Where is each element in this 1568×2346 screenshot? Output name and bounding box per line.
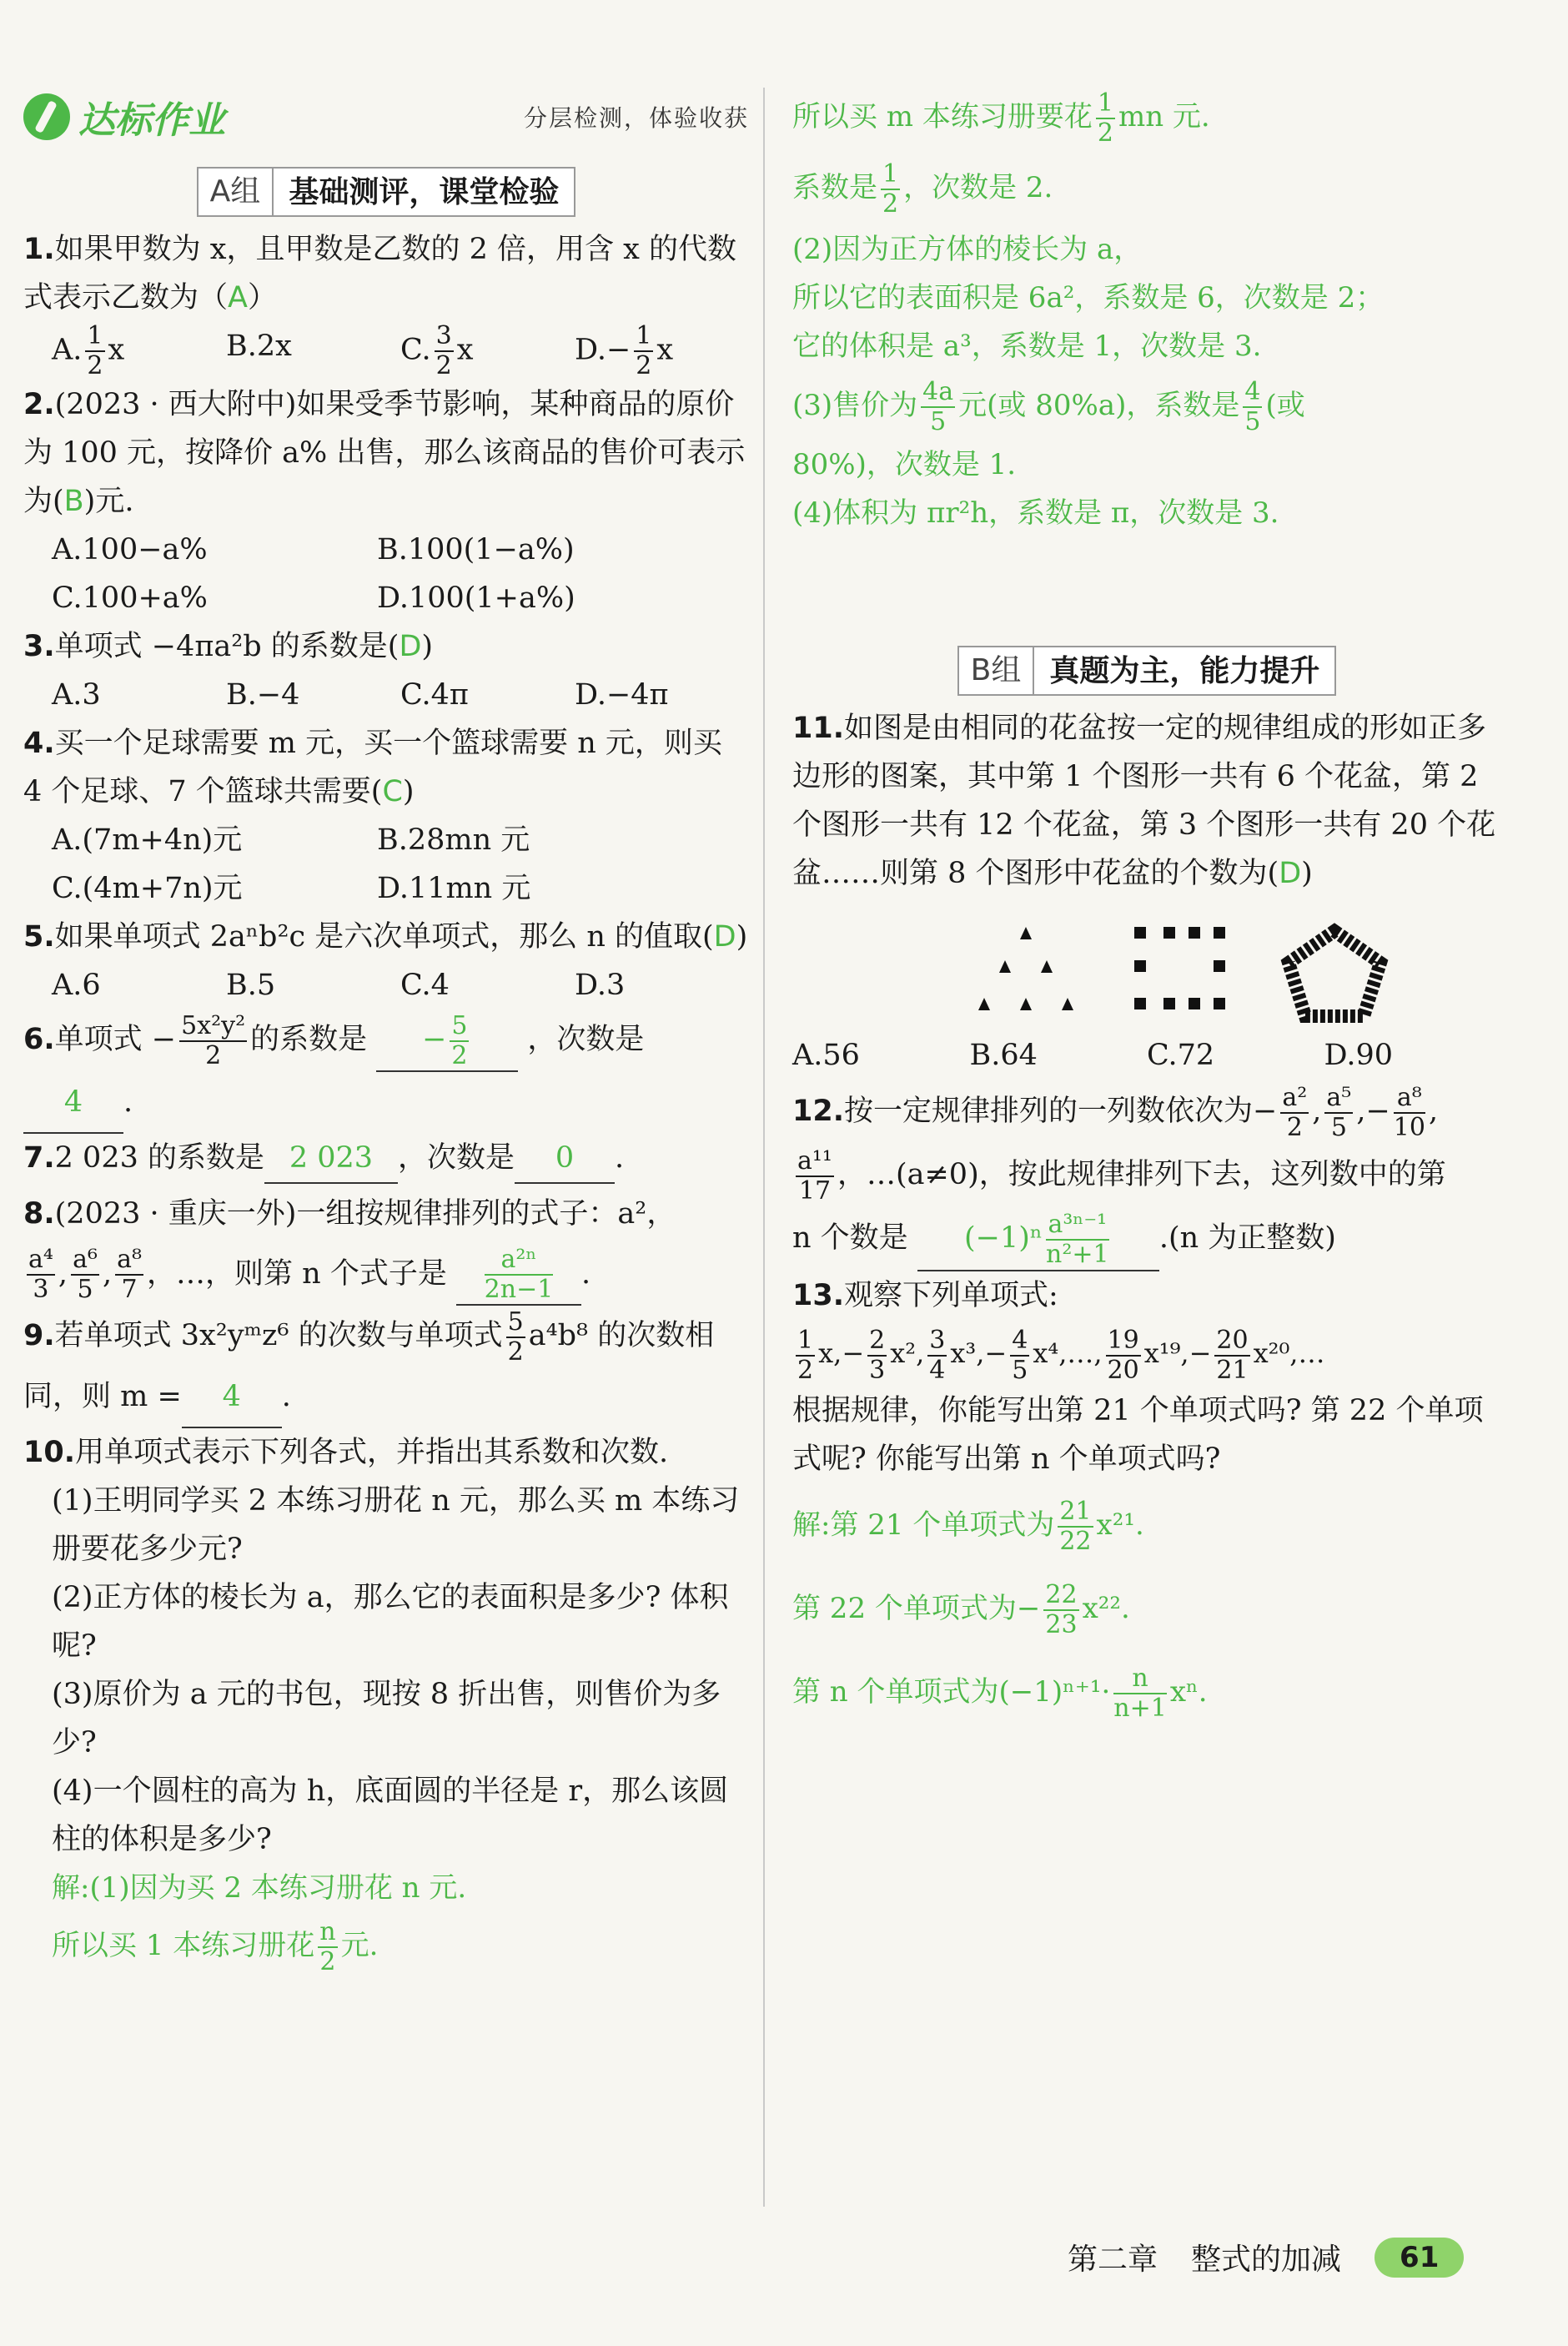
question-13-prompt: 根据规律，你能写出第 21 个单项式吗? 第 22 个单项式呢? 你能写出第 n 个单项式吗? bbox=[792, 1394, 1484, 1476]
pentagon-pattern bbox=[1280, 923, 1389, 1023]
question-9: 9.若单项式 3x²yᵐz⁶ 的次数与单项式 $\frac{5}{2}$ a⁴b⁸ 的次数相同，则 m = 4 . bbox=[23, 1306, 749, 1428]
question-10-part-2: (2)正方体的棱长为 a，那么它的表面积是多少? 体积呢? bbox=[52, 1580, 729, 1663]
options: A.3 B.−4 C.4π D.−4π bbox=[52, 678, 669, 712]
question-13: 13.观察下列单项式: bbox=[792, 1279, 1058, 1312]
left-column bbox=[23, 83, 749, 1979]
question-11: 11.如图是由相同的花盆按一定的规律组成的形如正多边形的图案，其中第 1 个图形一共有 6 个花盆，第 2 个图形一共有 12 个花盆，第 3 个图形一共有 20 个花盆……则第 8 个图形中花盆的个数为(D) bbox=[792, 712, 1496, 890]
chapter-label: 第二章 bbox=[1068, 2243, 1158, 2277]
solution-line: (3)售价为 $\frac{4a}{5}$ 元(或 80%a)，系数是 $\frac{4}{5}$ (或 bbox=[792, 377, 1305, 436]
question-7: 7.2 023 的系数是 2 023 ，次数是 0 . bbox=[23, 1134, 749, 1184]
group-title: 基础测评，课堂检验 bbox=[289, 174, 560, 209]
question-10-part-4: (4)一个圆柱的高为 h，底面圆的半径是 r，那么该圆柱的体积是多少? bbox=[52, 1774, 729, 1856]
question-1: 1.如果甲数为 x，且甲数是乙数的 2 倍，用含 x 的代数式表示乙数为（A） bbox=[23, 233, 737, 315]
chapter-title: 整式的加减 bbox=[1191, 2243, 1342, 2277]
solution-line: 系数是 $\frac{1}{2}$ ，次数是 2. bbox=[792, 159, 1053, 219]
solution-line: 80%)，次数是 1. bbox=[792, 448, 1017, 481]
solution-line: 第 22 个单项式为− $\frac{22}{23}$ x²². bbox=[792, 1580, 1130, 1639]
options: A. $\frac{1}{2}$ x B.2x C. $\frac{3}{2}$ x D.− $\frac{1}{2}$ x bbox=[52, 321, 674, 380]
logo-text: 达标作业 bbox=[78, 99, 225, 142]
question-10: 10.用单项式表示下列各式，并指出其系数和次数. bbox=[23, 1435, 669, 1469]
answer-blank: 4 bbox=[23, 1072, 123, 1134]
flowerpot-figure bbox=[792, 923, 1501, 1023]
answer: D bbox=[1279, 857, 1302, 890]
question-5: 5.如果单项式 2aⁿb²c 是六次单项式，那么 n 的值取(D) bbox=[23, 920, 748, 954]
answer: D bbox=[399, 630, 422, 663]
options: A.6 B.5 C.4 D.3 bbox=[52, 969, 626, 1002]
question-10-part-3: (3)原价为 a 元的书包，现按 8 折出售，则售价为多少? bbox=[52, 1677, 721, 1760]
section-header bbox=[23, 83, 749, 150]
question-12: 12.按一定规律排列的一列数依次为− $\frac{\text{a²}}{2}$ , $\frac{\text{a⁵}}{5}$ ,− $\frac{\text{a⁸}}{10}$ , $\frac{\text{a¹¹}}{17}$ ，…(a≠0)，按此规律排列下去，这列数中的第 n 个数是 (−1)ⁿ $\frac{\text{a³ⁿ⁻¹}}{\text{n²+1}}$ .(n 为正整数) bbox=[792, 1080, 1501, 1271]
solution-line: (4)体积为 πr²h，系数是 π，次数是 3. bbox=[792, 496, 1279, 530]
question-6: 6.单项式 − $\frac{\text{5x²y²}}{2}$ 的系数是 − $\frac{5}{2}$ ，次数是 4 . bbox=[23, 1009, 749, 1134]
group-title: 真题为主，能力提升 bbox=[1049, 653, 1320, 688]
solution-line: 它的体积是 a³，系数是 1，次数是 3. bbox=[792, 330, 1262, 363]
group-tag: A组 bbox=[199, 169, 274, 215]
answer: C bbox=[382, 775, 403, 808]
question-3: 3.单项式 −4πa²b 的系数是(D) bbox=[23, 630, 434, 663]
solution-line: 第 n 个单项式为(−1)ⁿ⁺¹· $\frac{n}{n+1}$ xⁿ. bbox=[792, 1664, 1208, 1723]
solution-line: 所以买 m 本练习册要花 $\frac{1}{2}$ mn 元. bbox=[792, 88, 1210, 148]
group-b-banner bbox=[792, 646, 1501, 696]
question-4: 4.买一个足球需要 m 元，买一个篮球需要 n 元，则买 4 个足球、7 个篮球共需要(C) bbox=[23, 727, 722, 808]
question-2: 2.(2023 · 西大附中)如果受季节影响，某种商品的原价为 100 元，按降价 a% 出售，那么该商品的售价可表示为(B)元. bbox=[23, 388, 746, 518]
solution-line: (2)因为正方体的棱长为 a， bbox=[792, 233, 1143, 266]
question-8: 8.(2023 · 重庆一外)一组按规律排列的式子：a²， $\frac{\text{a⁴}}{3}$ , $\frac{\text{a⁶}}{5}$ , $\frac{\text{a⁸}}{7}$ ，…，则第 n 个式子是 $\frac{\text{a²ⁿ}}{2n-1}$ . bbox=[23, 1196, 676, 1304]
tagline: 分层检测，体验收获 bbox=[523, 104, 749, 132]
answer: D bbox=[713, 920, 736, 954]
options: A.100−a% B.100(1−a%) C.100+a% D.100(1+a%) bbox=[52, 533, 575, 615]
right-column bbox=[792, 83, 1501, 1734]
options: A.56 B.64 C.72 D.90 bbox=[792, 1039, 1393, 1072]
options: A.(7m+4n)元 B.28mn 元 C.(4m+7n)元 D.11mn 元 bbox=[52, 823, 531, 905]
solution-line: 解:(1)因为买 2 本练习册花 n 元. bbox=[52, 1870, 467, 1905]
question-10-part-1: (1)王明同学买 2 本练习册花 n 元，那么买 m 本练习册要花多少元? bbox=[52, 1483, 740, 1566]
solution-line: 所以买 1 本练习册花 $\frac{n}{2}$ 元. bbox=[52, 1916, 379, 1976]
pen-icon bbox=[23, 93, 70, 140]
logo bbox=[23, 90, 225, 143]
group-tag: B组 bbox=[959, 647, 1035, 694]
answer: A bbox=[228, 281, 248, 315]
solution-line: 所以它的表面积是 6a²，系数是 6，次数是 2； bbox=[792, 281, 1385, 315]
column-divider bbox=[763, 88, 765, 2207]
group-a-banner bbox=[23, 167, 749, 217]
triangle-pattern bbox=[972, 923, 1080, 1014]
solution-line: 解:第 21 个单项式为 $\frac{21}{22}$ x²¹. bbox=[792, 1497, 1144, 1556]
square-pattern bbox=[1130, 923, 1230, 1014]
monomial-series: $\frac{1}{2}$ x,− $\frac{2}{3}$ x², $\frac{3}{4}$ x³,− $\frac{4}{5}$ x⁴,…, $\frac{19}{20}$ x¹⁹,− $\frac{20}{21}$ x²⁰,… bbox=[797, 1325, 1325, 1385]
page-footer bbox=[1068, 2236, 1464, 2278]
answer: B bbox=[63, 485, 84, 518]
page-number: 61 bbox=[1375, 2238, 1464, 2278]
